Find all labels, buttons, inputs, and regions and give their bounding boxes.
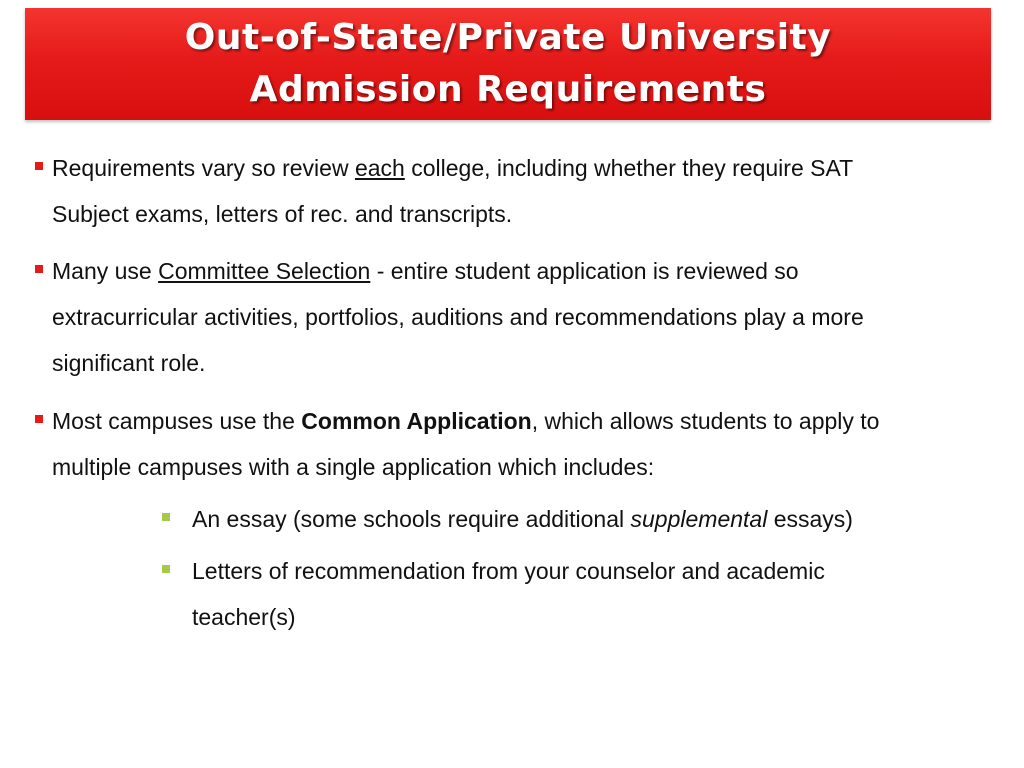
emphasis-committee-selection: Committee Selection <box>158 258 371 284</box>
bullet-1-line-1: Requirements vary so review each college, including whether they require SAT <box>52 155 854 181</box>
bullet-2-line-1: Many use Committee Selection - entire student application is reviewed so <box>52 258 799 284</box>
bullet-2-line-2: extracurricular activities, portfolios, auditions and recommendations play a more <box>52 304 864 330</box>
bullet-text-3 <box>52 398 992 490</box>
emphasis-each: each <box>354 155 405 181</box>
sub-bullet-text-1: An essay (some schools require additional supplemental essays) <box>192 506 853 532</box>
bullet-3-line-1: Most campuses use the Common Application, which allows students to apply to <box>52 408 880 434</box>
sub-bullet-text-2 <box>192 548 992 640</box>
bullet-marker-1 <box>35 162 43 170</box>
sub-bullet-2-line-1: Letters of recommendation from your counselor and academic <box>192 558 825 584</box>
bullet-text-1 <box>52 145 992 237</box>
bullet-marker-3 <box>35 415 43 423</box>
emphasis-supplemental: supplemental <box>630 506 768 532</box>
page-title-line-1: Out-of-State/Private University <box>184 17 832 58</box>
emphasis-common-application: Common Application <box>301 408 532 434</box>
bullet-1-line-2: Subject exams, letters of rec. and transcripts. <box>52 201 513 227</box>
bullet-text-2 <box>52 248 992 386</box>
sub-bullet-2-line-2: teacher(s) <box>192 604 296 630</box>
title-banner <box>25 8 991 120</box>
bullet-3-line-2: multiple campuses with a single application which includes: <box>52 454 655 480</box>
sub-bullet-marker-2 <box>162 565 170 573</box>
sub-bullet-marker-1 <box>162 513 170 521</box>
bullet-marker-2 <box>35 265 43 273</box>
bullet-2-line-3: significant role. <box>52 350 206 376</box>
page-title-line-2: Admission Requirements <box>249 69 767 110</box>
